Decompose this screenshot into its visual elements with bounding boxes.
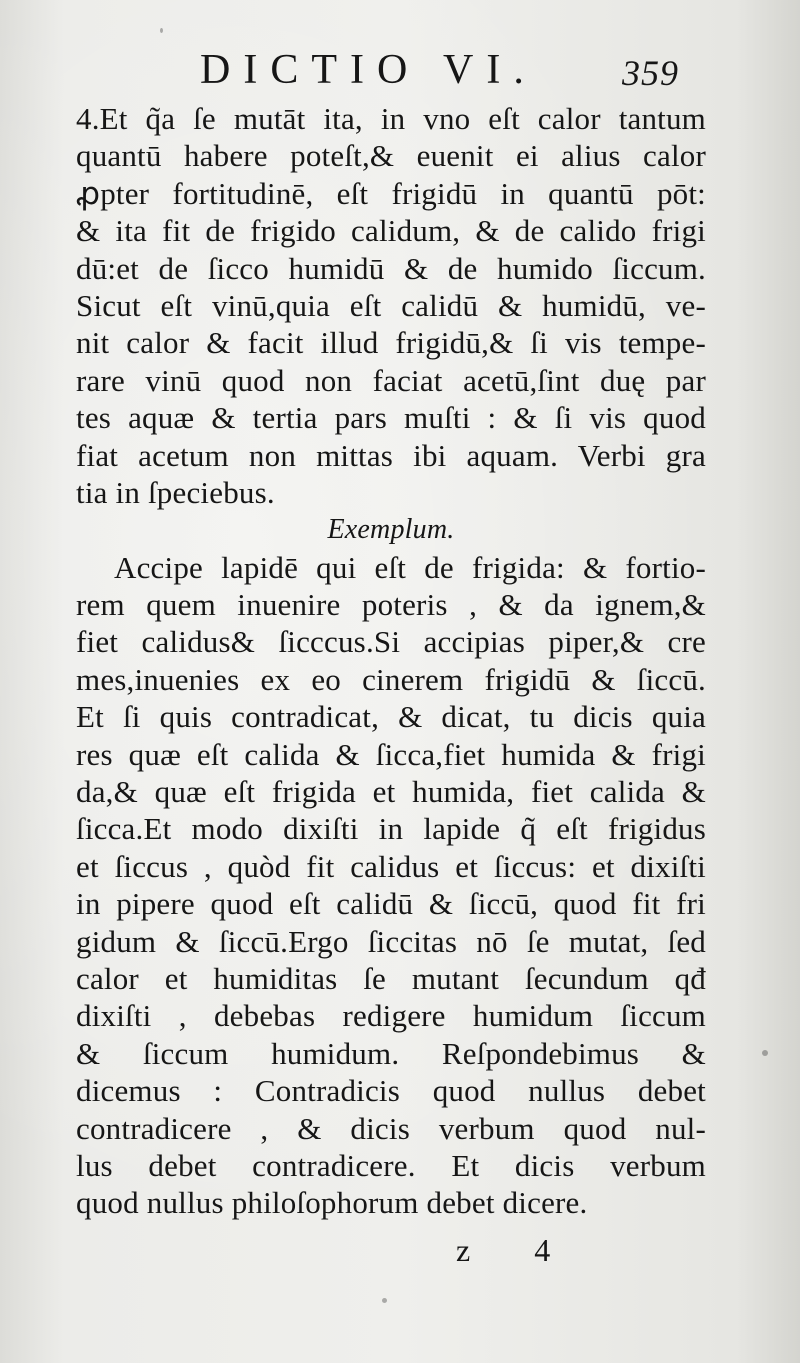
- page-header: [0, 42, 800, 102]
- text-line: tia in ſpeciebus.: [76, 474, 275, 510]
- text-line: quantū habere poteſt,& euenit ei alius calor: [76, 138, 706, 174]
- text-line: nit calor & facit illud frigidū,& ſi vis tempe-: [76, 325, 706, 361]
- text-line: et ſiccus , quòd fit calidus et ſiccus: et dixiſti: [76, 848, 706, 884]
- text-line: Et ſi quis contradicat, & dicat, tu dicis quia: [76, 699, 706, 735]
- signature-mark: z 4: [456, 1232, 579, 1268]
- text-line: 4.Et q̃a ſe mutāt ita, in vno eſt calor tantum: [76, 101, 706, 136]
- ink-speck: [762, 1050, 768, 1056]
- section-heading: Exemplum.: [327, 514, 455, 546]
- text-line: quod nullus philoſophorum debet dicere.: [76, 1185, 588, 1221]
- text-line: dicemus : Contradicis quod nullus debet: [76, 1073, 706, 1109]
- text-line: fiet calidus& ſicccus.Si accipias piper,& cre: [76, 624, 706, 660]
- text-line: dixiſti , debebas redigere humidum ſiccum: [76, 998, 706, 1034]
- text-line: da,& quæ eſt frigida et humida, fiet calida &: [76, 774, 706, 810]
- text-line: calor et humiditas ſe mutant ſecundum qđ: [76, 960, 706, 996]
- text-line: in pipere quod eſt calidū & ſiccū, quod fit fri: [76, 886, 706, 922]
- body-text: [76, 100, 706, 1222]
- text-line: Sicut eſt vinū,quia eſt calidū & humidū, ve-: [76, 287, 706, 323]
- text-line: gidum & ſiccū.Ergo ſiccitas nō ſe mutat, ſed: [76, 923, 706, 959]
- text-line: lus debet contradicere. Et dicis verbum: [76, 1147, 706, 1183]
- text-line: dū:et de ſicco humidū & de humido ſiccum.: [76, 250, 706, 286]
- ink-speck: [382, 1298, 387, 1303]
- text-line: & ita fit de frigido calidum, & de calido frigi: [76, 213, 706, 249]
- text-line: ſicca.Et modo dixiſti in lapide q̃ eſt frigidus: [76, 811, 706, 847]
- text-line: tes aquæ & tertia pars muſti : & ſi vis quod: [76, 400, 706, 436]
- text-line: & ſiccum humidum. Reſpondebimus &: [76, 1035, 706, 1071]
- text-line: mes,inuenies ex eo cinerem frigidū & ſiccū.: [76, 661, 706, 697]
- text-line: res quæ eſt calida & ſicca,fiet humida & frigi: [76, 736, 706, 772]
- text-line: rem quem inuenire poteris , & da ignem,&: [76, 587, 706, 623]
- text-line: contradicere , & dicis verbum quod nul-: [76, 1110, 706, 1146]
- text-line: ꝓpter fortitudinē, eſt frigidū in quantū pōt:: [76, 175, 706, 211]
- text-line: rare vinū quod non faciat acetū,ſint duę par: [76, 362, 706, 398]
- text-line: Accipe lapidē qui eſt de frigida: & fortio-: [114, 549, 706, 585]
- text-line: fiat acetum non mittas ibi aquam. Verbi gra: [76, 437, 706, 473]
- running-title: DICTIO VI.: [200, 47, 537, 93]
- page-number: 359: [622, 53, 679, 93]
- ink-speck: [160, 28, 163, 33]
